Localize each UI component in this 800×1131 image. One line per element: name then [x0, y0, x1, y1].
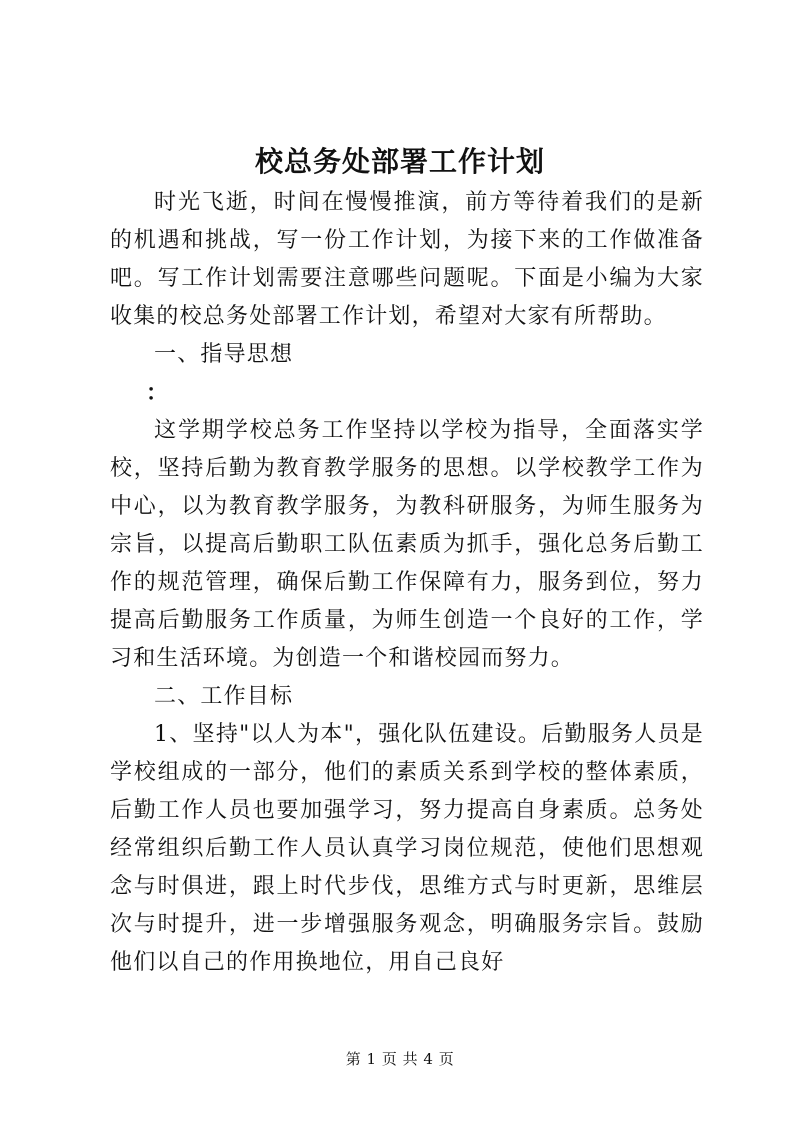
section-heading-guiding-ideology: 一、指导思想: [154, 342, 294, 367]
document-title: 校总务处部署工作计划: [254, 145, 545, 178]
work-goals-paragraph: 1、坚持"以人为本"，强化队伍建设。后勤服务人员是学校组成的一部分，他们的素质关系到学校的整体素质，后勤工作人员也要加强学习，努力提高自身素质。总务处经常组织后勤工作人员认真学习岗位规范，使他们思想观念与时俱进，跟上时代步伐，思维方式与时更新，思维层次与时提升，进一步增强服务观念，明确服务宗旨。鼓励他们以自己的作用换地位，用自己良好: [110, 722, 704, 975]
colon-line: ：: [146, 380, 170, 406]
guiding-ideology-paragraph: 这学期学校总务工作坚持以学校为指导，全面落实学校，坚持后勤为教育教学服务的思想。以学校教学工作为中心，以为教育教学服务，为教科研服务，为师生服务为宗旨，以提高后勤职工队伍素质为抓手，强化总务后勤工作的规范管理，确保后勤工作保障有力，服务到位，努力提高后勤服务工作质量，为师生创造一个良好的工作，学习和生活环境。为创造一个和谐校园而努力。: [110, 418, 704, 671]
page-footer: 第 1 页 共 4 页: [345, 1050, 455, 1068]
intro-paragraph: 时光飞逝，时间在慢慢推演，前方等待着我们的是新的机遇和挑战，写一份工作计划，为接下来的工作做准备吧。写工作计划需要注意哪些问题呢。下面是小编为大家收集的校总务处部署工作计划，希望对大家有所帮助。: [110, 190, 704, 329]
section-heading-work-goals: 二、工作目标: [154, 684, 294, 709]
document-body: [110, 184, 704, 982]
